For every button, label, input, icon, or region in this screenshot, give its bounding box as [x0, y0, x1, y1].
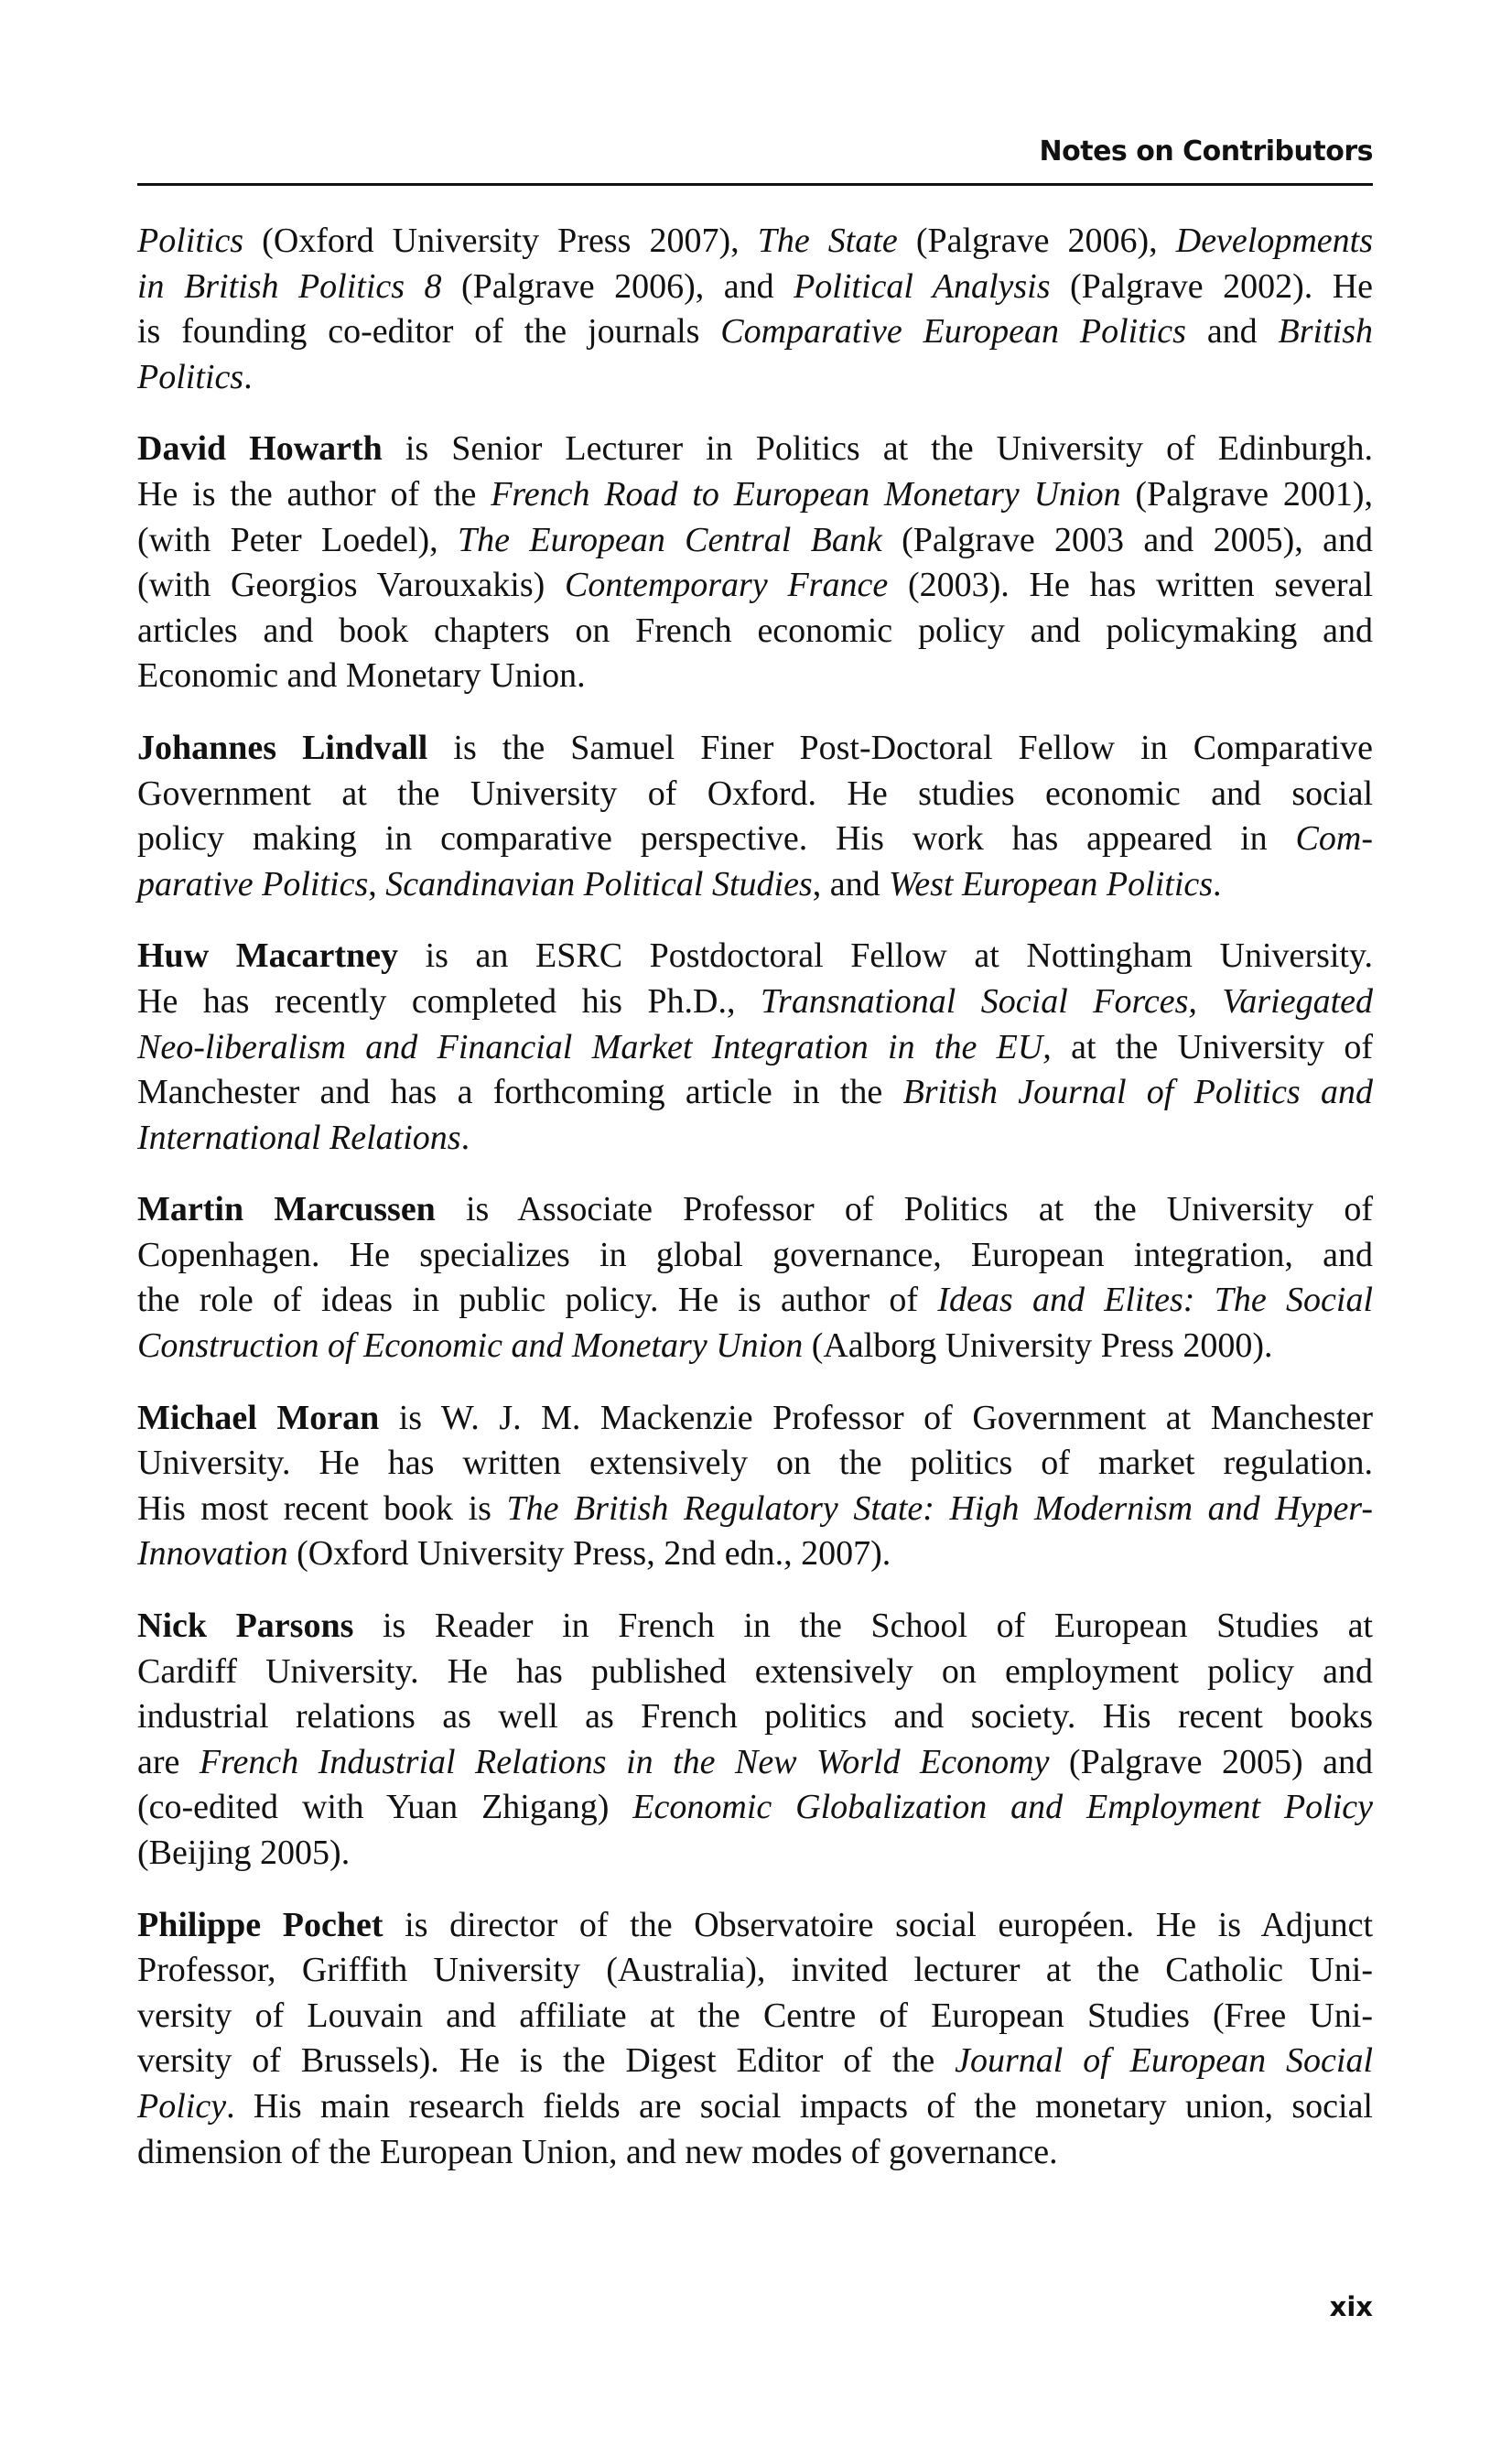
text-run: Economic and Monetary Union.	[137, 656, 586, 696]
text-run: He is the author of the	[137, 474, 491, 514]
italic-title: French Road to European Monetary Union	[491, 474, 1121, 514]
italic-title: Developments	[1175, 222, 1374, 260]
italic-title: Ideas and Elites: The Social	[937, 1281, 1373, 1320]
text-line	[137, 2039, 1373, 2084]
text-run: (Palgrave 2005) and	[1049, 1742, 1374, 1781]
italic-title: British	[1278, 312, 1373, 352]
contributors-body	[137, 219, 1373, 2202]
text-run: is W. J. M. Mackenzie Professor of Government at Manchester	[379, 1398, 1373, 1437]
text-run: , and	[812, 864, 890, 903]
text-line	[137, 654, 1373, 699]
text-run: . His main research fields are social impacts of the monetary union, social	[226, 2086, 1373, 2126]
italic-title: French Industrial Relations in the New World Economy	[199, 1742, 1050, 1781]
text-line	[137, 355, 1373, 401]
text-run: (Oxford University Press 2007),	[243, 222, 758, 260]
text-line	[137, 1531, 1373, 1577]
text-line	[137, 563, 1373, 609]
italic-title: Policy	[137, 2086, 227, 2126]
text-run: articles and book chapters on French economic policy and policymaking and	[137, 611, 1373, 650]
italic-title: Construction of Economic and Monetary Union	[137, 1326, 804, 1366]
contributor-name: Michael Moran	[137, 1398, 380, 1437]
text-line	[137, 472, 1373, 518]
text-line	[137, 1740, 1373, 1786]
text-run: the role of ideas in public policy. He is author of	[137, 1281, 938, 1320]
italic-title: Contemporary France	[565, 566, 889, 605]
italic-title: West European Politics	[889, 864, 1214, 903]
text-line	[137, 265, 1373, 310]
text-line	[137, 1785, 1373, 1831]
contributor-entry	[137, 1187, 1373, 1369]
text-run: versity of Brussels). He is the Digest Editor of the	[137, 2041, 956, 2081]
text-line	[137, 1604, 1373, 1650]
italic-title: parative Politics	[137, 864, 369, 903]
text-run: His most recent book is	[137, 1488, 507, 1528]
text-line	[137, 1025, 1373, 1071]
text-line	[137, 817, 1373, 862]
text-run: is Associate Professor of Politics at the University of	[435, 1190, 1374, 1229]
text-run: (Palgrave 2002). He	[1050, 266, 1374, 306]
text-line	[137, 934, 1373, 979]
italic-title: Innovation	[137, 1534, 288, 1574]
contributor-name: Nick Parsons	[137, 1607, 354, 1646]
text-run: (Palgrave 2006),	[897, 222, 1176, 260]
text-line	[137, 1070, 1373, 1116]
text-run: Cardiff University. He has published extensively on employment policy and	[137, 1651, 1373, 1691]
italic-title: British Journal of Politics and	[902, 1073, 1373, 1112]
italic-title: Scandinavian Political Studies	[385, 864, 813, 903]
text-line	[137, 1324, 1373, 1369]
text-line	[137, 1650, 1373, 1695]
text-run: (co-edited with Yuan Zhigang)	[137, 1788, 633, 1827]
text-run: .	[1213, 864, 1222, 903]
contributor-entry	[137, 726, 1373, 907]
text-run: is an ESRC Postdoctoral Fellow at Nottingham University.	[398, 936, 1373, 976]
text-run: (with Peter Loedel),	[137, 520, 459, 559]
text-run: (Aalborg University Press 2000).	[803, 1326, 1273, 1366]
italic-title: Economic Globalization and Employment Policy	[632, 1788, 1373, 1827]
italic-title: The European Central Bank	[458, 520, 882, 559]
contributor-name: Johannes Lindvall	[137, 728, 428, 767]
text-run: at the University of	[1051, 1027, 1373, 1066]
text-line	[137, 309, 1373, 355]
italic-title: Political Analysis	[794, 266, 1051, 306]
page-number: xix	[1329, 2291, 1373, 2322]
running-head: Notes on Contributors	[1039, 135, 1373, 168]
text-line	[137, 1994, 1373, 2039]
text-run: versity of Louvain and affiliate at the Centre of European Studies (Free Uni-	[137, 1996, 1373, 2035]
text-line	[137, 219, 1373, 265]
text-line	[137, 1694, 1373, 1740]
text-line	[137, 1278, 1373, 1324]
text-line	[137, 1116, 1373, 1162]
text-run: and	[1185, 312, 1279, 352]
text-run: is director of the Observatoire social européen. He is Adjunct	[383, 1905, 1373, 1944]
text-run: is Reader in French in the School of European Studies at	[353, 1607, 1373, 1646]
text-line	[137, 772, 1373, 817]
text-run: University. He has written extensively on the politics of market regulation.	[137, 1444, 1373, 1483]
text-line	[137, 1948, 1373, 1994]
text-line	[137, 1903, 1373, 1949]
italic-title: The State	[757, 222, 898, 260]
italic-title: Transnational Social Forces, Variegated	[761, 981, 1373, 1021]
italic-title: Politics	[137, 357, 244, 396]
text-run: (Palgrave 2003 and 2005), and	[881, 520, 1373, 559]
contributor-entry	[137, 1396, 1373, 1577]
contributor-name: Huw Macartney	[137, 936, 398, 976]
text-line	[137, 1187, 1373, 1233]
text-run: (Palgrave 2006), and	[441, 266, 794, 306]
text-run: .	[243, 357, 253, 396]
italic-title: International Relations	[137, 1118, 461, 1157]
text-run: (with Georgios Varouxakis)	[137, 566, 566, 605]
text-run: policy making in comparative perspective. His work has appeared in	[137, 819, 1296, 859]
italic-title: Journal of European Social	[955, 2041, 1373, 2081]
italic-title: The British Regulatory State: High Modernism and Hyper-	[506, 1488, 1373, 1528]
contributor-name: Philippe Pochet	[137, 1905, 383, 1944]
italic-title: Comparative European Politics	[720, 312, 1186, 352]
text-run: .	[460, 1118, 470, 1157]
italic-title: in British Politics 8	[137, 266, 442, 306]
contributor-name: David Howarth	[137, 429, 383, 469]
text-run: Copenhagen. He specializes in global governance, European integration, and	[137, 1235, 1373, 1274]
text-line	[137, 862, 1373, 908]
text-line	[137, 1233, 1373, 1279]
text-line	[137, 1487, 1373, 1532]
text-run: (Oxford University Press, 2nd edn., 2007).	[287, 1534, 891, 1574]
text-run: (2003). He has written several	[888, 566, 1374, 605]
text-line	[137, 427, 1373, 472]
text-run: (Palgrave 2001),	[1120, 474, 1373, 514]
italic-title: Politics	[137, 222, 244, 260]
text-run: dimension of the European Union, and new modes of governance.	[137, 2132, 1058, 2171]
text-run: is the Samuel Finer Post-Doctoral Fellow in Comparative	[427, 728, 1373, 767]
text-run: (Beijing 2005).	[137, 1834, 351, 1872]
text-line	[137, 2130, 1373, 2176]
text-line	[137, 1441, 1373, 1487]
text-run: Government at the University of Oxford. He studies economic and social	[137, 774, 1373, 813]
text-run: is Senior Lecturer in Politics at the University of Edinburgh.	[382, 429, 1373, 469]
contributor-entry	[137, 219, 1373, 400]
text-line	[137, 1396, 1373, 1442]
text-run: are	[137, 1742, 200, 1781]
contributor-entry	[137, 1604, 1373, 1877]
text-line	[137, 609, 1373, 655]
text-run: He has recently completed his Ph.D.,	[137, 981, 761, 1021]
contributor-name: Martin Marcussen	[137, 1190, 436, 1229]
text-run: industrial relations as well as French politics and society. His recent books	[137, 1697, 1373, 1737]
italic-title: Com-	[1295, 819, 1373, 859]
contributor-entry	[137, 1903, 1373, 2176]
text-run: is founding co-editor of the journals	[137, 312, 721, 352]
text-run: ,	[368, 864, 386, 903]
text-line	[137, 726, 1373, 772]
text-line	[137, 1831, 1373, 1877]
contributor-entry	[137, 427, 1373, 699]
text-line	[137, 2084, 1373, 2130]
italic-title: Neo-liberalism and Financial Market Integration in the EU,	[137, 1027, 1052, 1066]
text-run: Professor, Griffith University (Australia), invited lecturer at the Catholic Uni-	[137, 1951, 1373, 1990]
text-line	[137, 979, 1373, 1025]
header-rule	[137, 183, 1373, 186]
contributor-entry	[137, 934, 1373, 1161]
text-line	[137, 518, 1373, 564]
text-run: Manchester and has a forthcoming article in the	[137, 1073, 903, 1112]
